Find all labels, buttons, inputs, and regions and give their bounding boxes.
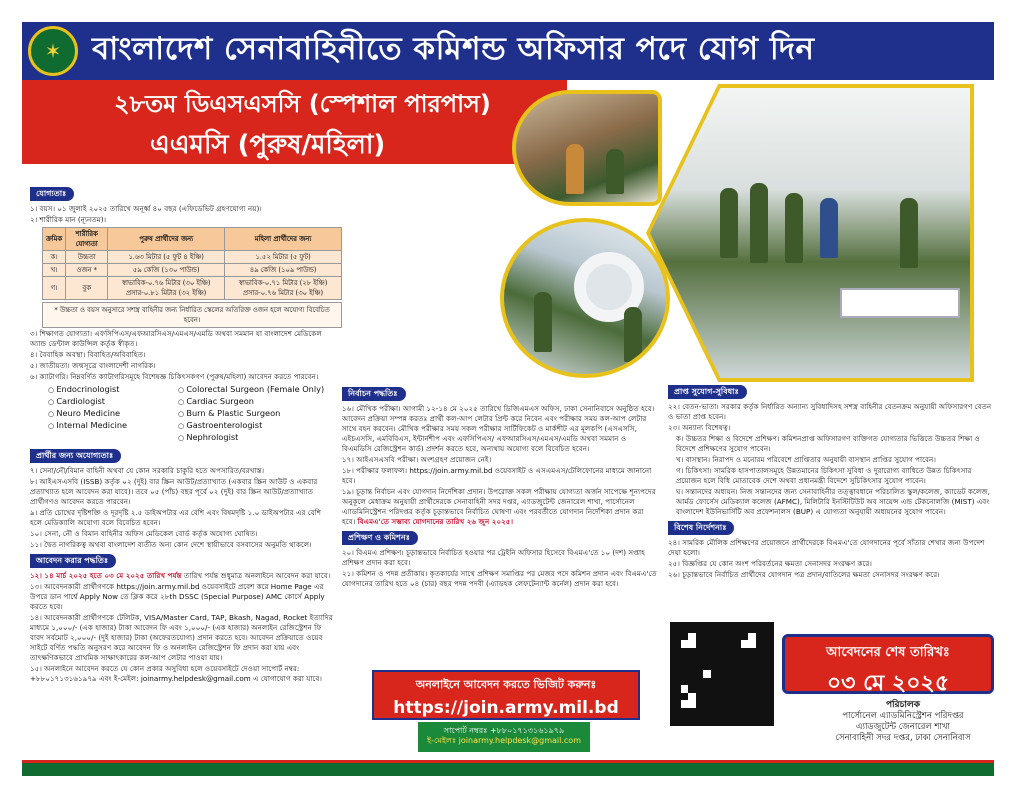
- qr-module: [703, 700, 711, 708]
- qr-module: [763, 663, 771, 671]
- disqualification-item: ৯। প্রতি চোখের দৃষ্টিশক্তি ও দূরদৃষ্টি ২.৫ ডাইঅপটার এর বেশি এবং বিষমদৃষ্টি ১.০ ডাইঅপটার এর বেশি হলে মেডিক্যালি অযোগ্য বলে বিবেচিত হবেন।: [30, 508, 321, 527]
- qr-module: [688, 633, 696, 641]
- qr-module: [673, 633, 681, 641]
- selection-item: ১৮। পরীক্ষার ফলাফল। https://join.army.mil.bd ওয়েবসাইট ও এসএমএস/টেলিফোনের মাধ্যমে জানানো হবে।: [342, 466, 652, 485]
- table-note: * উচ্চতা ও বয়স অনুসারে সশস্ত্র বাহিনীর জন্য নির্ধারিত স্কেলের অতিরিক্ত ওজন হলে অযোগ্য বিবেচিত হবেন।: [42, 302, 342, 328]
- qr-module: [673, 663, 681, 671]
- signature-title: পরিচালক: [885, 700, 921, 710]
- qr-module: [711, 678, 719, 686]
- signature-line: সেনাবাহিনী সদর দপ্তর, ঢাকা সেনানিবাস: [835, 733, 971, 743]
- table-row: [43, 251, 342, 264]
- training-item: ২০। বিএমএ প্রশিক্ষণ। চূড়ান্তভাবে নির্বাচিত হওয়ার পর ট্রেইনি অফিসার হিসেবে বিএমএ'তে ১০ (দশ) সপ্তাহ প্রশিক্ষণ প্রদান করা হবে।: [342, 548, 645, 567]
- special-item: ২৫। বিজ্ঞপ্তির যে কোন অংশ পরিবর্তনের ক্ষমতা সেনাসদর সংরক্ষণ করে।: [668, 559, 872, 568]
- figure: [566, 144, 584, 194]
- qr-module: [748, 700, 756, 708]
- selection-item: ১৭। আইএসএসবি পরীক্ষা। অংশগ্রহণ প্রয়োজন নেই।: [342, 455, 492, 464]
- physical-heading: ২। শারীরিক মান (ন্যূনতম)।: [30, 215, 107, 224]
- qr-module: [718, 640, 726, 648]
- qr-module: [703, 708, 711, 716]
- qr-module: [733, 708, 741, 716]
- qr-module: [756, 693, 764, 701]
- qr-module: [711, 700, 719, 708]
- qr-module: [718, 700, 726, 708]
- training-heading: প্রশিক্ষণ ও কমিশনঃ: [342, 531, 418, 545]
- table-header-row: [43, 228, 342, 251]
- figure: [750, 183, 768, 263]
- qr-module: [681, 655, 689, 663]
- qr-module: [703, 625, 711, 633]
- qr-module: [763, 700, 771, 708]
- disqualification-item: ৭। সেনা/নৌ/বিমান বাহিনী অথবা যে কোন সরকারি চাকুরি হতে অপসারিত/বরখাস্ত।: [30, 466, 265, 475]
- qr-module: [763, 670, 771, 678]
- table-cell: ৫৯ কেজি (১৩০ পাউন্ড): [108, 264, 225, 277]
- qr-module: [726, 633, 734, 641]
- qr-module: [673, 693, 681, 701]
- qr-module: [756, 633, 764, 641]
- specialty-list: [48, 384, 335, 444]
- qr-module: [733, 633, 741, 641]
- qr-module: [741, 670, 749, 678]
- medical-camp-photo: [512, 90, 662, 206]
- qr-module: [741, 640, 749, 648]
- qr-module: [733, 715, 741, 723]
- disqualification-item: ১০। সেনা, নৌ ও বিমান বাহিনীর অফিস মেডিকেল বোর্ড কর্তৃক অযোগ্য ঘোষিত।: [30, 529, 258, 538]
- qr-module: [688, 715, 696, 723]
- table-header-cell: শারীরিক যোগ্যতা: [66, 228, 108, 251]
- figure: [606, 149, 624, 194]
- benefit-item: ২৩। অন্যান্য বিশেষত্ব।: [668, 423, 731, 432]
- qr-module: [711, 693, 719, 701]
- qr-module: [673, 640, 681, 648]
- qr-module: [703, 678, 711, 686]
- spacer: [48, 432, 178, 444]
- application-heading: আবেদন করার পদ্ধতিঃ: [30, 554, 116, 568]
- qr-module: [711, 715, 719, 723]
- table-cell: গ।: [43, 277, 66, 300]
- qr-module: [756, 663, 764, 671]
- age-text: ১। বয়স। ০১ জুলাই ২০২৫ তারিখে অনূর্ধ্ব ৪০ বছর (এফিডেভিট গ্রহণযোগ্য নয়)।: [30, 204, 262, 213]
- qr-module: [718, 678, 726, 686]
- qr-module: [703, 655, 711, 663]
- signature-line: এ্যাডজুটেন্ট জেনারেল শাখা: [856, 722, 950, 732]
- qr-module: [711, 655, 719, 663]
- qr-module: [696, 670, 704, 678]
- qr-module: [756, 678, 764, 686]
- qr-module: [681, 625, 689, 633]
- application-dates: ১২। ১৪ মার্চ ২০২৫ হতে ০৩ মে ২০২৫ তারিখ পর্যন্ত: [30, 571, 182, 580]
- qr-module: [748, 670, 756, 678]
- qr-module: [718, 663, 726, 671]
- disqualification-item: ৮। আইএসএসবি (ISSB) কর্তৃক ০২ (দুই) বার স্ক্রিন আউট/প্রত্যাখ্যাত (একবার স্ক্রিন আউট ও একবার প্রত্যাখ্যাত হলে আবেদন করা যাবে)। তবে ০৫ (পাঁচ) বছর পূর্বে ০২ (দুই) বার স্ক্রিন আউট/প্রত্যাখ্যাত প্রার্থীগণও আবেদন করতে পারবেন।: [30, 477, 318, 506]
- qr-module: [756, 700, 764, 708]
- eligibility-heading: যোগ্যতাঃ: [30, 187, 74, 201]
- qr-module: [673, 670, 681, 678]
- qr-module: [673, 648, 681, 656]
- physical-standard-table: [42, 227, 342, 300]
- signature-line: পার্সোনেল এ্যাডমিনিস্ট্রেশন পরিদপ্তর: [842, 711, 964, 721]
- qr-module: [681, 648, 689, 656]
- support-box: [418, 722, 590, 752]
- qr-module: [673, 655, 681, 663]
- qr-module: [741, 678, 749, 686]
- qr-module: [681, 708, 689, 716]
- qr-module: [726, 685, 734, 693]
- qr-module: [718, 670, 726, 678]
- qr-module: [688, 700, 696, 708]
- qr-module: [726, 693, 734, 701]
- list-item: ○ Cardiologist: [48, 396, 178, 408]
- qr-module: [763, 685, 771, 693]
- qr-module: [741, 648, 749, 656]
- qr-module: [726, 670, 734, 678]
- qr-module: [696, 685, 704, 693]
- qr-module: [718, 685, 726, 693]
- qr-module: [681, 715, 689, 723]
- table-cell: খ।: [43, 264, 66, 277]
- qr-module: [681, 678, 689, 686]
- qr-module: [726, 700, 734, 708]
- qr-module: [673, 700, 681, 708]
- benefit-subitem: গ। চিকিৎসা। সামরিক হাসপাতালসমূহে উন্নতমানের চিকিৎসা সুবিধা ও দুরারোগ্য ব্যাধিতে উন্নত চিকিৎসার প্রয়োজন হলে বিধি মোতাবেক দেশে অথবা প্রধানমন্ত্রী বিদেশে সুচিকিৎসার সুযোগ পাবেন।: [676, 466, 972, 485]
- qr-module: [703, 693, 711, 701]
- qr-module: [741, 655, 749, 663]
- table-cell: স্বাভাবিক-০.৭৬ মিটার (৩০ ইঞ্চি) প্রসার-০.৮১ মিটার (৩২ ইঞ্চি): [108, 277, 225, 300]
- benefit-subitem: ঘ। সন্তানদের অধ্যয়ন। নিজ সন্তানদের জন্য সেনাবাহিনীর তত্ত্বাবধানে পরিচালিত স্কুল/কলেজ, ক্যাডেট কলেজ, আর্মড ফোর্সেস মেডিক্যাল কলেজ (AFMC), মিলিটারি ইনস্টিটিউট অব সায়েন্স এন্ড টেকনোলজি (MIST) এবং বাংলাদেশ ইউনিভার্সিটি অব প্রফেশনালস (BUP) এ যোগ্যতা অনুযায়ী অধ্যয়নের সুযোগ পাবেন।: [676, 487, 990, 516]
- qr-module: [696, 708, 704, 716]
- qr-module: [756, 640, 764, 648]
- header-banner: [22, 22, 994, 80]
- benefits-heading: প্রাপ্ত সুযোগ-সুবিধাঃ: [668, 385, 747, 399]
- qr-module: [748, 708, 756, 716]
- qr-module: [711, 633, 719, 641]
- list-item: ○ Internal Medicine: [48, 420, 178, 432]
- training-item: ২১। কমিশন ও পদন্ন প্রতীকায়। কৃতকার্যের সাথে প্রশিক্ষণ সমাপ্তির পর মেজর পদে কমিশন প্রদান এবং বিএমএ'তে যোগদানের তারিখ হতে ০৪ (চার) বছর পদন্ন পদবী (এ্যাডহক লেফটেন্যান্ট কর্নেল) প্রদান করা হবে।: [342, 569, 657, 588]
- page-title: বাংলাদেশ সেনাবাহিনীতে কমিশন্ড অফিসার পদে যোগ দিন: [92, 31, 815, 67]
- qr-code-icon[interactable]: [670, 622, 774, 726]
- qr-module: [726, 648, 734, 656]
- application-item: ১৪। আবেদনকারী প্রার্থীগণকে টেলিটক, VISA/Master Card, TAP, Bkash, Nagad, Rocket ইত্যাদির মাধ্যমে ১,০০০/- (এক হাজার) টাকা আবেদন ফি এবং ১,০০০/- (এক হাজার) অনলাইন রেজিস্ট্রেশন ফি বাবদ সর্বমোট ২,০০০/- (দুই হাজার) টাকা (অফেরতযোগ্য) প্রদান করতে হবে। আবেদন প্রক্রিয়াতে ওয়েব সাইটে বর্ণিত পদ্ধতি অনুসরণ করে আবেদন ফি ও অনলাইন রেজিস্ট্রেশন ফি প্রদান করা যায় এবং তাৎক্ষণিকভাবে প্রাথমিক সাক্ষাৎকারের কল-আপ লেটার পাওয়া যায়।: [30, 613, 333, 662]
- qr-module: [733, 700, 741, 708]
- army-logo-icon: ✶: [28, 26, 78, 76]
- qr-module: [711, 648, 719, 656]
- qr-module: [711, 640, 719, 648]
- selection-item: ১৬। মৌখিক পরীক্ষা। আগামী ১২-১৪ মে ২০২৫ তারিখে ডিজিএমএস অফিস, ঢাকা সেনানিবাসে অনুষ্ঠিত হবে। আবেদন প্রক্রিয়া সম্পন্ন করতঃ প্রার্থী কল-আপ লেটার প্রিন্ট করে নিবেন এবং পরীক্ষার সময় কল-আপ লেটার সাথে বহন করবেন। মৌখিক পরীক্ষার সময় সকল পরীক্ষার সার্টিফিকেট ও মার্কশীট এর মূলকপি (এসএসসি, এইচএসসি, এমবিবিএস, ইন্টার্নশীপ এবং এফসিপিএস/ এফআরসিএস/এমএস/এমডি অথবা সমমান ও বিএমডিসি রেজিস্ট্রেশন কার্ড) প্রদর্শন করতে হবে, অন্যথায় অযোগ্য বলে বিবেচিত হবেন।: [342, 404, 655, 453]
- qr-module: [718, 708, 726, 716]
- qr-module: [748, 693, 756, 701]
- qr-module: [756, 625, 764, 633]
- footer-band: [22, 760, 994, 776]
- qr-module: [696, 663, 704, 671]
- qr-module: [696, 625, 704, 633]
- bma-join-date: বিএমএ'তে সম্ভাব্য যোগদানের তারিখ ২৬ জুন ২০২৫।: [357, 517, 514, 526]
- qr-module: [763, 625, 771, 633]
- qr-module: [696, 633, 704, 641]
- qr-module: [733, 663, 741, 671]
- marital-text: ৪। বৈবাহিক অবস্থা। বিবাহিত/অবিবাহিত।: [30, 350, 146, 359]
- qr-module: [733, 625, 741, 633]
- qr-module: [733, 640, 741, 648]
- special-item: ২৬। চূড়ান্তভাবে নির্বাচিত প্রার্থীদের যোগদান পত্র প্রদান/বাতিলের ক্ষমতা সেনাসদর সংরক্ষণ করে।: [668, 570, 940, 579]
- application-item: ১৫। অনলাইনে আবেদন করতে যে কোন প্রকার অসুবিধা হলে ওয়েবসাইটে দেওয়া সাপোর্ট নম্বর: +৮৮০১৭১৩১৬১৯৭৯ এবং ই-মেইল: joinarmy.helpdesk@gmail.com এ যোগাযোগ করা যাবে।: [30, 664, 322, 683]
- list-item: ○ Nephrologist: [178, 432, 338, 444]
- qr-module: [711, 685, 719, 693]
- qr-module: [763, 633, 771, 641]
- qr-module: [696, 655, 704, 663]
- table-cell: ওজন *: [66, 264, 108, 277]
- qr-module: [718, 625, 726, 633]
- qr-module: [763, 640, 771, 648]
- qr-module: [703, 648, 711, 656]
- qr-module: [681, 663, 689, 671]
- qr-module: [688, 678, 696, 686]
- figure: [900, 198, 918, 268]
- benefit-subitem: খ। বাসস্থান। নিরাপদ ও মনোরম পরিবেশে প্রাপ্তিতার অনুযায়ী বাসস্থান প্রাপ্তির সুযোগ পাবেন।: [676, 455, 936, 464]
- qr-module: [696, 640, 704, 648]
- qr-module: [741, 625, 749, 633]
- qr-module: [763, 648, 771, 656]
- apply-online-box: [372, 670, 640, 720]
- qr-module: [741, 693, 749, 701]
- qr-module: [696, 678, 704, 686]
- deadline-box: [782, 634, 994, 694]
- qr-module: [748, 640, 756, 648]
- qr-module: [748, 715, 756, 723]
- selection-item-text: ১৯। চূড়ান্ত নির্বাচন এবং যোগদান নির্দেশিকা প্রদান। উপরোক্ত সকল পরীক্ষায় যোগ্যতা অর্জন সাপেক্ষে শূন্যপদের অনুকূলে মেধাক্রম অনুযায়ী প্রার্থীদেরকে সেনাবাহিনী সদর দপ্তর, এ্যাডজুটেন্ট জেনারেল শাখা, পার্সোনেল এ্যাডমিনিস্ট্রেশন পরিদপ্তর কর্তৃক চূড়ান্তভাবে নির্বাচিত ঘোষণা এবং পরবর্তীতে যোগদান নির্দেশিকা প্রদান করা হবে।: [342, 487, 656, 526]
- qr-module: [688, 655, 696, 663]
- qr-module: [718, 655, 726, 663]
- qr-module: [756, 670, 764, 678]
- qr-module: [703, 663, 711, 671]
- qr-module: [748, 633, 756, 641]
- table-cell: ১.৫২ মিটার (৫ ফুট): [225, 251, 342, 264]
- qr-module: [726, 663, 734, 671]
- qr-module: [673, 685, 681, 693]
- figure: [785, 193, 803, 263]
- qr-module: [711, 670, 719, 678]
- qr-module: [726, 708, 734, 716]
- qr-module: [718, 715, 726, 723]
- qr-module: [688, 693, 696, 701]
- qr-module: [733, 685, 741, 693]
- qr-module: [763, 708, 771, 716]
- qr-module: [681, 685, 689, 693]
- application-period-rest: তারিখ পর্যন্ত শুধুমাত্র অনলাইনে আবেদন করা যাবে।: [183, 571, 331, 580]
- qr-module: [696, 700, 704, 708]
- photo-collage: [500, 78, 994, 378]
- qr-module: [681, 670, 689, 678]
- benefit-item: ২২। বেতন-ভাতা। সরকার কর্তৃক নির্ধারিত অন্যান্য সুবিধাদিসহ সশস্ত্র বাহিনীর বেতনক্রম অনুযায়ী অফিসারগণ বেতন ও ভাতা প্রাপ্ত হবেন।: [668, 402, 992, 421]
- qr-module: [703, 670, 711, 678]
- signature-block: [812, 700, 994, 744]
- ct-scan-photo: [500, 218, 670, 378]
- qr-module: [741, 633, 749, 641]
- qr-module: [756, 655, 764, 663]
- benefit-subitem: ক। উচ্চতর শিক্ষা ও বিদেশে প্রশিক্ষণ। কমিশনপ্রাপ্ত অফিসারগণ ব্যক্তিগত যোগ্যতার ভিত্তিতে উচ্চতর শিক্ষা ও বিদেশে প্রশিক্ষণের সুযোগ পাবেন।: [676, 434, 980, 453]
- qr-module: [763, 715, 771, 723]
- special-instructions-heading: বিশেষ নির্দেশনাঃ: [668, 521, 734, 535]
- qr-module: [673, 708, 681, 716]
- application-item: ১৩। আবেদনকারী প্রার্থীগণকে https://join.army.mil.bd ওয়েবসাইটে প্রবেশ করে Home Page এর উপরে ডান পার্শ্বে Apply Now তে ক্লিক করে ২৮th DSSC (Special Purpose) AMC কোর্সে Apply করতে হবে।: [30, 582, 325, 611]
- qr-module: [703, 685, 711, 693]
- qr-module: [703, 715, 711, 723]
- qr-module: [696, 648, 704, 656]
- table-header-cell: পুরুষ প্রার্থীদের জন্য: [108, 228, 225, 251]
- qr-module: [726, 715, 734, 723]
- selection-heading: নির্বাচন পদ্ধতিঃ: [342, 387, 406, 401]
- table-cell: ক।: [43, 251, 66, 264]
- list-item: ○ Cardiac Surgeon: [178, 396, 338, 408]
- figure: [820, 198, 838, 258]
- qr-module: [696, 715, 704, 723]
- qr-module: [756, 708, 764, 716]
- qr-module: [688, 648, 696, 656]
- qr-module: [718, 693, 726, 701]
- selection-item: [342, 487, 658, 527]
- hospital-bed: [840, 288, 960, 318]
- table-header-cell: ক্রমিক: [43, 228, 66, 251]
- course-title: ২৮তম ডিএসএসসি (স্পেশাল পারপাস): [114, 90, 491, 118]
- qr-module: [673, 625, 681, 633]
- apply-label: অনলাইনে আবেদন করতে ভিজিট করুনঃ: [415, 678, 597, 691]
- list-item: ○ Gastroenterologist: [178, 420, 338, 432]
- qr-module: [688, 625, 696, 633]
- qr-module: [688, 640, 696, 648]
- table-cell: বুক: [66, 277, 108, 300]
- qr-module: [741, 708, 749, 716]
- qr-module: [748, 685, 756, 693]
- qr-module: [741, 685, 749, 693]
- qr-module: [733, 670, 741, 678]
- figure: [624, 307, 642, 362]
- qr-module: [673, 678, 681, 686]
- qr-module: [718, 633, 726, 641]
- qr-module: [748, 663, 756, 671]
- qr-module: [703, 633, 711, 641]
- special-item: ২৪। সামরিক মৌলিক প্রশিক্ষণের প্রয়োজনে প্রার্থীদেরকে বিএমএ'তে যোগদানের পূর্বে সাঁতার শেখার জন্য উপদেশ দেয়া হলো।: [668, 538, 985, 557]
- qr-module: [681, 640, 689, 648]
- qr-module: [673, 715, 681, 723]
- deadline-date: ০৩ মে ২০২৫: [826, 671, 950, 696]
- disqualification-item: ১১। দ্বৈত নাগরিকত্ব অথবা বাংলাদেশ ব্যতীত অন্য কোন দেশে স্থায়ীভাবে বসবাসের অনুমতি থাকলে।: [30, 540, 312, 549]
- qr-module: [711, 625, 719, 633]
- list-item: ○ Burn & Plastic Surgeon: [178, 408, 338, 420]
- qr-module: [763, 693, 771, 701]
- qr-module: [726, 625, 734, 633]
- qr-module: [681, 633, 689, 641]
- table-header-cell: মহিলা প্রার্থীদের জন্য: [225, 228, 342, 251]
- qr-module: [756, 715, 764, 723]
- course-subtitle: এএমসি (পুরুষ/মহিলা): [150, 130, 386, 160]
- figure: [534, 292, 552, 352]
- application-period: [30, 571, 335, 581]
- qr-module: [748, 678, 756, 686]
- deadline-label: আবেদনের শেষ তারিখঃ: [826, 645, 950, 660]
- qr-module: [726, 655, 734, 663]
- qr-module: [756, 648, 764, 656]
- qr-module: [748, 655, 756, 663]
- middle-column: [342, 384, 658, 590]
- support-phone: সাপোর্ট নম্বরঃ +৮৮০১৭১৩১৬১৯৭৯: [443, 726, 565, 735]
- list-item: ○ Colorectal Surgeon (Female Only): [178, 384, 338, 396]
- qr-module: [681, 693, 689, 701]
- list-item: ○ Endocrinologist: [48, 384, 178, 396]
- right-column: [668, 382, 994, 581]
- table-cell: ১.৬৩ মিটার (৫ ফুট ৪ ইঞ্চি): [108, 251, 225, 264]
- table-cell: ৪৯ কেজি (১০৯ পাউন্ড): [225, 264, 342, 277]
- qr-module: [681, 700, 689, 708]
- qr-module: [688, 670, 696, 678]
- qr-module: [688, 663, 696, 671]
- qr-module: [756, 685, 764, 693]
- qr-module: [726, 678, 734, 686]
- qr-module: [688, 685, 696, 693]
- qr-module: [741, 663, 749, 671]
- qr-module: [688, 708, 696, 716]
- qr-module: [741, 700, 749, 708]
- figure: [720, 188, 738, 258]
- qr-module: [733, 655, 741, 663]
- qr-module: [726, 640, 734, 648]
- qr-module: [733, 678, 741, 686]
- apply-link[interactable]: https://join.army.mil.bd: [393, 698, 619, 718]
- table-row: [43, 264, 342, 277]
- course-banner: [22, 80, 567, 164]
- qr-module: [711, 663, 719, 671]
- nationality-text: ৫। জাতীয়তা। জন্মসূত্রে বাংলাদেশী নাগরিক।: [30, 361, 156, 370]
- qr-module: [711, 708, 719, 716]
- category-text: ৬। ক্যাটাগরি। নিম্নবর্ণিত ক্যাটাগরিসমূহে বিশেষজ্ঞ চিকিৎসকগণ (পুরুষ/মহিলা) আবেদন করতে পারবেন।: [30, 372, 319, 381]
- left-column: [30, 184, 335, 685]
- qr-module: [748, 648, 756, 656]
- education-text: ৩। শিক্ষাগত যোগ্যতা। এফসিপিএস/এফআরসিএস/এমএস/এমডি অথবা সমমান যা বাংলাদেশ মেডিকেল অ্যান্ড ডেন্টাল কাউন্সিল কর্তৃক স্বীকৃত।: [30, 329, 322, 348]
- qr-module: [696, 693, 704, 701]
- table-row: [43, 277, 342, 300]
- qr-module: [733, 693, 741, 701]
- qr-module: [741, 715, 749, 723]
- qr-module: [763, 678, 771, 686]
- qr-module: [703, 640, 711, 648]
- qr-module: [718, 648, 726, 656]
- disqualification-heading: প্রার্থীর জন্য অযোগ্যতাঃ: [30, 449, 121, 463]
- qr-module: [733, 648, 741, 656]
- qr-module: [763, 655, 771, 663]
- table-cell: উচ্চতা: [66, 251, 108, 264]
- table-cell: স্বাভাবিক-০.৭১ মিটার (২৮ ইঞ্চি) প্রসার-০.৭৬ মিটার (৩০ ইঞ্চি): [225, 277, 342, 300]
- list-item: ○ Neuro Medicine: [48, 408, 178, 420]
- support-email[interactable]: ই-মেইলঃ joinarmy.helpdesk@gmail.com: [427, 736, 581, 745]
- qr-module: [748, 625, 756, 633]
